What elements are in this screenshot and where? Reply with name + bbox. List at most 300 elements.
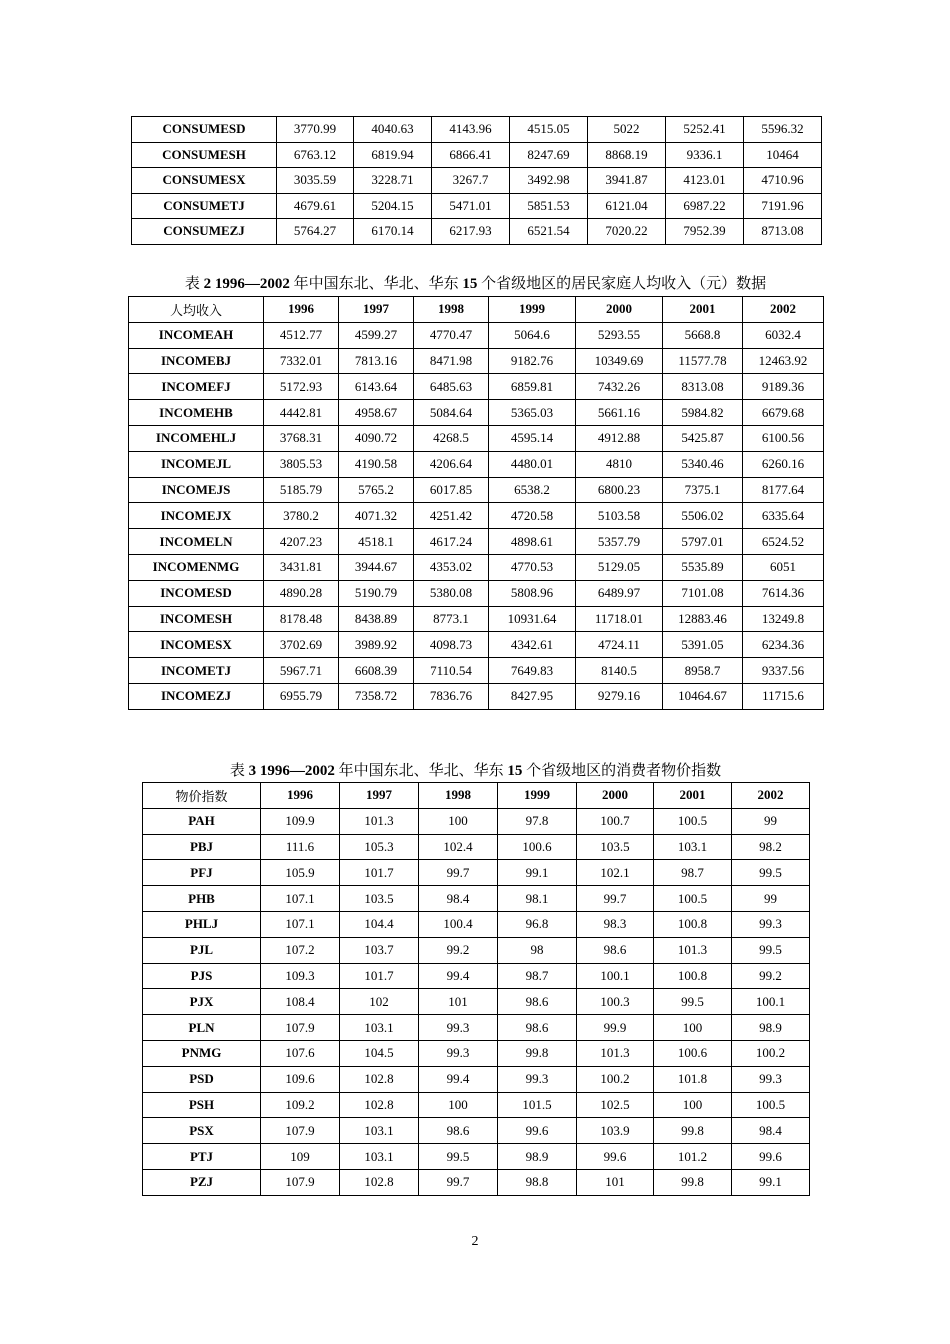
table-row bbox=[132, 168, 822, 194]
table-cell: 101.5 bbox=[498, 1092, 577, 1118]
table-cell: 6800.23 bbox=[576, 477, 663, 503]
price-index-table bbox=[142, 782, 810, 1196]
table-cell: 100.5 bbox=[654, 808, 732, 834]
year-header: 1999 bbox=[489, 297, 576, 323]
table-cell: 3805.53 bbox=[264, 451, 339, 477]
table-cell: 6485.63 bbox=[414, 374, 489, 400]
table-cell: 99.3 bbox=[419, 1015, 498, 1041]
table-cell: 104.4 bbox=[340, 911, 419, 937]
table-cell: 99.6 bbox=[732, 1144, 810, 1170]
table-cell: 6217.93 bbox=[432, 219, 510, 245]
row-label: PTJ bbox=[143, 1144, 261, 1170]
table-cell: 7813.16 bbox=[339, 348, 414, 374]
year-header: 2000 bbox=[576, 297, 663, 323]
table-cell: 108.4 bbox=[261, 989, 340, 1015]
table-cell: 100.2 bbox=[732, 1040, 810, 1066]
table-cell: 5596.32 bbox=[744, 117, 822, 143]
table-cell: 4770.53 bbox=[489, 554, 576, 580]
table-cell: 99.8 bbox=[654, 1169, 732, 1195]
table-cell: 6170.14 bbox=[354, 219, 432, 245]
table-cell: 109.3 bbox=[261, 963, 340, 989]
table-cell: 3770.99 bbox=[277, 117, 354, 143]
year-header: 1997 bbox=[339, 297, 414, 323]
table-cell: 5851.53 bbox=[510, 193, 588, 219]
table-cell: 99 bbox=[732, 808, 810, 834]
table-cell: 5365.03 bbox=[489, 400, 576, 426]
table-cell: 11718.01 bbox=[576, 606, 663, 632]
table-cell: 105.3 bbox=[340, 834, 419, 860]
table-row bbox=[143, 1066, 810, 1092]
table3-caption: 表 3 1996—2002 年中国东北、华北、华东 15 个省级地区的消费者物价指数 bbox=[229, 763, 722, 779]
table-cell: 4518.1 bbox=[339, 529, 414, 555]
table-cell: 4515.05 bbox=[510, 117, 588, 143]
table-row bbox=[143, 1118, 810, 1144]
table-cell: 101.8 bbox=[654, 1066, 732, 1092]
table-cell: 101.3 bbox=[654, 937, 732, 963]
table-cell: 98.1 bbox=[498, 886, 577, 912]
corner-header: 人均收入 bbox=[129, 297, 264, 323]
row-label: INCOMESX bbox=[129, 632, 264, 658]
row-label: INCOMEJX bbox=[129, 503, 264, 529]
table-cell: 3944.67 bbox=[339, 554, 414, 580]
table-cell: 8178.48 bbox=[264, 606, 339, 632]
table-cell: 100.3 bbox=[577, 989, 654, 1015]
table-cell: 103.1 bbox=[340, 1015, 419, 1041]
table-cell: 103.7 bbox=[340, 937, 419, 963]
table-cell: 105.9 bbox=[261, 860, 340, 886]
table-cell: 99.8 bbox=[498, 1040, 577, 1066]
table-cell: 7649.83 bbox=[489, 658, 576, 684]
table-cell: 4040.63 bbox=[354, 117, 432, 143]
table-cell: 99.3 bbox=[419, 1040, 498, 1066]
table-cell: 102.5 bbox=[577, 1092, 654, 1118]
table-cell: 6143.64 bbox=[339, 374, 414, 400]
table-cell: 102.1 bbox=[577, 860, 654, 886]
table-cell: 99.3 bbox=[732, 1066, 810, 1092]
table-row bbox=[143, 963, 810, 989]
table-cell: 6335.64 bbox=[743, 503, 824, 529]
table-cell: 6234.36 bbox=[743, 632, 824, 658]
table-cell: 9189.36 bbox=[743, 374, 824, 400]
row-label: CONSUMESH bbox=[132, 142, 277, 168]
table-cell: 4442.81 bbox=[264, 400, 339, 426]
table-cell: 4595.14 bbox=[489, 425, 576, 451]
table-cell: 4090.72 bbox=[339, 425, 414, 451]
table-cell: 4207.23 bbox=[264, 529, 339, 555]
table-cell: 6538.2 bbox=[489, 477, 576, 503]
table-cell: 6859.81 bbox=[489, 374, 576, 400]
table-cell: 103.5 bbox=[340, 886, 419, 912]
table-cell: 5084.64 bbox=[414, 400, 489, 426]
table-cell: 109 bbox=[261, 1144, 340, 1170]
table-row bbox=[143, 1092, 810, 1118]
table-cell: 4958.67 bbox=[339, 400, 414, 426]
table-cell: 8471.98 bbox=[414, 348, 489, 374]
table-cell: 99.1 bbox=[498, 860, 577, 886]
row-label: INCOMEHB bbox=[129, 400, 264, 426]
table-cell: 99.5 bbox=[654, 989, 732, 1015]
table-row bbox=[143, 860, 810, 886]
table-cell: 100.1 bbox=[577, 963, 654, 989]
table-cell: 107.1 bbox=[261, 886, 340, 912]
corner-header: 物价指数 bbox=[143, 783, 261, 809]
table-cell: 100 bbox=[654, 1015, 732, 1041]
row-label: INCOMEBJ bbox=[129, 348, 264, 374]
income-table bbox=[128, 296, 824, 710]
row-label: PHLJ bbox=[143, 911, 261, 937]
table-cell: 5425.87 bbox=[663, 425, 743, 451]
page-number: 2 bbox=[471, 1234, 479, 1249]
table-cell: 103.9 bbox=[577, 1118, 654, 1144]
table-cell: 4810 bbox=[576, 451, 663, 477]
year-header: 2002 bbox=[743, 297, 824, 323]
table-cell: 5252.41 bbox=[666, 117, 744, 143]
table-cell: 96.8 bbox=[498, 911, 577, 937]
table-cell: 100.5 bbox=[654, 886, 732, 912]
table-cell: 3492.98 bbox=[510, 168, 588, 194]
row-label: CONSUMETJ bbox=[132, 193, 277, 219]
table-header-row bbox=[129, 297, 824, 323]
table-cell: 99.5 bbox=[732, 937, 810, 963]
table-cell: 5471.01 bbox=[432, 193, 510, 219]
year-header: 2002 bbox=[732, 783, 810, 809]
table-row bbox=[129, 632, 824, 658]
table-cell: 103.5 bbox=[577, 834, 654, 860]
table-cell: 99.7 bbox=[577, 886, 654, 912]
table-cell: 107.1 bbox=[261, 911, 340, 937]
table-cell: 3702.69 bbox=[264, 632, 339, 658]
table-cell: 4599.27 bbox=[339, 322, 414, 348]
table-row bbox=[143, 886, 810, 912]
table-row bbox=[129, 477, 824, 503]
table-cell: 101.7 bbox=[340, 963, 419, 989]
table-cell: 4724.11 bbox=[576, 632, 663, 658]
table-cell: 8438.89 bbox=[339, 606, 414, 632]
table-cell: 6260.16 bbox=[743, 451, 824, 477]
table-cell: 8773.1 bbox=[414, 606, 489, 632]
table-cell: 99.9 bbox=[577, 1015, 654, 1041]
row-label: PSX bbox=[143, 1118, 261, 1144]
table-cell: 3989.92 bbox=[339, 632, 414, 658]
row-label: INCOMESH bbox=[129, 606, 264, 632]
table-cell: 109.6 bbox=[261, 1066, 340, 1092]
table-cell: 5129.05 bbox=[576, 554, 663, 580]
row-label: PJL bbox=[143, 937, 261, 963]
year-header: 1999 bbox=[498, 783, 577, 809]
row-label: INCOMESD bbox=[129, 580, 264, 606]
table-cell: 101.2 bbox=[654, 1144, 732, 1170]
table-cell: 98.9 bbox=[498, 1144, 577, 1170]
row-label: PJX bbox=[143, 989, 261, 1015]
table-cell: 5103.58 bbox=[576, 503, 663, 529]
table-cell: 12463.92 bbox=[743, 348, 824, 374]
table-cell: 102.8 bbox=[340, 1066, 419, 1092]
table-cell: 8713.08 bbox=[744, 219, 822, 245]
table-cell: 100.6 bbox=[498, 834, 577, 860]
year-header: 1997 bbox=[340, 783, 419, 809]
table-cell: 5357.79 bbox=[576, 529, 663, 555]
table-cell: 5797.01 bbox=[663, 529, 743, 555]
table-cell: 102.8 bbox=[340, 1092, 419, 1118]
table-cell: 9337.56 bbox=[743, 658, 824, 684]
table-row bbox=[129, 580, 824, 606]
table-cell: 5535.89 bbox=[663, 554, 743, 580]
table-cell: 100 bbox=[419, 808, 498, 834]
table-cell: 7020.22 bbox=[588, 219, 666, 245]
table-cell: 4123.01 bbox=[666, 168, 744, 194]
table-cell: 3941.87 bbox=[588, 168, 666, 194]
table-row bbox=[143, 1169, 810, 1195]
table-cell: 101.3 bbox=[577, 1040, 654, 1066]
table-row bbox=[129, 554, 824, 580]
table-cell: 103.1 bbox=[340, 1144, 419, 1170]
table-cell: 100.1 bbox=[732, 989, 810, 1015]
row-label: INCOMELN bbox=[129, 529, 264, 555]
table-cell: 109.9 bbox=[261, 808, 340, 834]
table-cell: 102.8 bbox=[340, 1169, 419, 1195]
table-cell: 10464 bbox=[744, 142, 822, 168]
table-cell: 100.8 bbox=[654, 911, 732, 937]
table-cell: 8177.64 bbox=[743, 477, 824, 503]
table-cell: 98.6 bbox=[419, 1118, 498, 1144]
table-row bbox=[129, 503, 824, 529]
table-cell: 99 bbox=[732, 886, 810, 912]
table-cell: 99.5 bbox=[419, 1144, 498, 1170]
table-cell: 6121.04 bbox=[588, 193, 666, 219]
table-cell: 7952.39 bbox=[666, 219, 744, 245]
table-row bbox=[129, 451, 824, 477]
table-cell: 5668.8 bbox=[663, 322, 743, 348]
table-cell: 6524.52 bbox=[743, 529, 824, 555]
table-cell: 99.6 bbox=[498, 1118, 577, 1144]
table-cell: 5984.82 bbox=[663, 400, 743, 426]
table-row bbox=[132, 219, 822, 245]
table-cell: 3228.71 bbox=[354, 168, 432, 194]
table-cell: 98 bbox=[498, 937, 577, 963]
table-cell: 99.6 bbox=[577, 1144, 654, 1170]
table-cell: 5765.2 bbox=[339, 477, 414, 503]
table-cell: 5022 bbox=[588, 117, 666, 143]
table-cell: 4710.96 bbox=[744, 168, 822, 194]
table-cell: 4617.24 bbox=[414, 529, 489, 555]
table-cell: 4190.58 bbox=[339, 451, 414, 477]
table-cell: 98.7 bbox=[498, 963, 577, 989]
table-cell: 11715.6 bbox=[743, 683, 824, 709]
table-cell: 103.1 bbox=[340, 1118, 419, 1144]
table-cell: 4143.96 bbox=[432, 117, 510, 143]
row-label: INCOMETJ bbox=[129, 658, 264, 684]
table-cell: 6955.79 bbox=[264, 683, 339, 709]
year-header: 1998 bbox=[419, 783, 498, 809]
table-cell: 107.6 bbox=[261, 1040, 340, 1066]
row-label: PJS bbox=[143, 963, 261, 989]
table-cell: 99.3 bbox=[498, 1066, 577, 1092]
table-cell: 5204.15 bbox=[354, 193, 432, 219]
table-cell: 7101.08 bbox=[663, 580, 743, 606]
row-label: PAH bbox=[143, 808, 261, 834]
table-cell: 4679.61 bbox=[277, 193, 354, 219]
row-label: INCOMEFJ bbox=[129, 374, 264, 400]
table-cell: 8140.5 bbox=[576, 658, 663, 684]
table-cell: 9279.16 bbox=[576, 683, 663, 709]
table-cell: 99.4 bbox=[419, 1066, 498, 1092]
table-cell: 9182.76 bbox=[489, 348, 576, 374]
table-row bbox=[143, 1040, 810, 1066]
table-cell: 6866.41 bbox=[432, 142, 510, 168]
table-cell: 5764.27 bbox=[277, 219, 354, 245]
table-row bbox=[129, 348, 824, 374]
table-cell: 11577.78 bbox=[663, 348, 743, 374]
table-cell: 5391.05 bbox=[663, 632, 743, 658]
table-cell: 8247.69 bbox=[510, 142, 588, 168]
table-row bbox=[129, 529, 824, 555]
table-cell: 99.4 bbox=[419, 963, 498, 989]
table-cell: 107.9 bbox=[261, 1015, 340, 1041]
table-cell: 8313.08 bbox=[663, 374, 743, 400]
row-label: INCOMEAH bbox=[129, 322, 264, 348]
table-cell: 7358.72 bbox=[339, 683, 414, 709]
table-cell: 5185.79 bbox=[264, 477, 339, 503]
row-label: INCOMENMG bbox=[129, 554, 264, 580]
table-cell: 111.6 bbox=[261, 834, 340, 860]
table-row bbox=[143, 989, 810, 1015]
table2-caption: 表 2 1996—2002 年中国东北、华北、华东 15 个省级地区的居民家庭人均收入（元）数据 bbox=[184, 276, 767, 292]
table-cell: 107.9 bbox=[261, 1118, 340, 1144]
table-cell: 98.9 bbox=[732, 1015, 810, 1041]
table-cell: 7191.96 bbox=[744, 193, 822, 219]
table-row bbox=[129, 683, 824, 709]
table-cell: 98.4 bbox=[732, 1118, 810, 1144]
table-header-row bbox=[143, 783, 810, 809]
table-cell: 5340.46 bbox=[663, 451, 743, 477]
table-cell: 3035.59 bbox=[277, 168, 354, 194]
table-cell: 7332.01 bbox=[264, 348, 339, 374]
table-cell: 3768.31 bbox=[264, 425, 339, 451]
table-cell: 99.2 bbox=[419, 937, 498, 963]
table-cell: 5190.79 bbox=[339, 580, 414, 606]
table-cell: 99.7 bbox=[419, 860, 498, 886]
row-label: PSD bbox=[143, 1066, 261, 1092]
table-cell: 8868.19 bbox=[588, 142, 666, 168]
table-row bbox=[129, 374, 824, 400]
table-cell: 5506.02 bbox=[663, 503, 743, 529]
table-cell: 6521.54 bbox=[510, 219, 588, 245]
table-cell: 4512.77 bbox=[264, 322, 339, 348]
table-cell: 100.6 bbox=[654, 1040, 732, 1066]
row-label: INCOMEZJ bbox=[129, 683, 264, 709]
table-cell: 103.1 bbox=[654, 834, 732, 860]
row-label: CONSUMEZJ bbox=[132, 219, 277, 245]
table-cell: 9336.1 bbox=[666, 142, 744, 168]
table-cell: 3267.7 bbox=[432, 168, 510, 194]
table-cell: 98.8 bbox=[498, 1169, 577, 1195]
table-cell: 10464.67 bbox=[663, 683, 743, 709]
table-cell: 4206.64 bbox=[414, 451, 489, 477]
row-label: PZJ bbox=[143, 1169, 261, 1195]
table-row bbox=[143, 808, 810, 834]
table-cell: 5172.93 bbox=[264, 374, 339, 400]
table-row bbox=[129, 425, 824, 451]
table-cell: 4268.5 bbox=[414, 425, 489, 451]
row-label: INCOMEJS bbox=[129, 477, 264, 503]
row-label: CONSUMESD bbox=[132, 117, 277, 143]
table-cell: 98.2 bbox=[732, 834, 810, 860]
table-cell: 6608.39 bbox=[339, 658, 414, 684]
year-header: 1996 bbox=[261, 783, 340, 809]
table-cell: 8427.95 bbox=[489, 683, 576, 709]
table-row bbox=[143, 911, 810, 937]
table-cell: 7375.1 bbox=[663, 477, 743, 503]
table-cell: 5380.08 bbox=[414, 580, 489, 606]
table-cell: 98.7 bbox=[654, 860, 732, 886]
table-cell: 98.6 bbox=[577, 937, 654, 963]
table-cell: 5293.55 bbox=[576, 322, 663, 348]
table-cell: 12883.46 bbox=[663, 606, 743, 632]
table-cell: 5808.96 bbox=[489, 580, 576, 606]
table-cell: 6100.56 bbox=[743, 425, 824, 451]
table-row bbox=[143, 937, 810, 963]
table-cell: 100.7 bbox=[577, 808, 654, 834]
table-cell: 98.6 bbox=[498, 1015, 577, 1041]
table-cell: 4890.28 bbox=[264, 580, 339, 606]
year-header: 2001 bbox=[663, 297, 743, 323]
table-cell: 10349.69 bbox=[576, 348, 663, 374]
table-cell: 7432.26 bbox=[576, 374, 663, 400]
table-cell: 100.2 bbox=[577, 1066, 654, 1092]
table-cell: 4098.73 bbox=[414, 632, 489, 658]
consumption-table-continued bbox=[131, 116, 822, 245]
table-cell: 4071.32 bbox=[339, 503, 414, 529]
table-row bbox=[132, 117, 822, 143]
table-cell: 6679.68 bbox=[743, 400, 824, 426]
table-cell: 6763.12 bbox=[277, 142, 354, 168]
table-cell: 10931.64 bbox=[489, 606, 576, 632]
table-cell: 13249.8 bbox=[743, 606, 824, 632]
table-cell: 107.2 bbox=[261, 937, 340, 963]
table-cell: 6017.85 bbox=[414, 477, 489, 503]
table-cell: 98.3 bbox=[577, 911, 654, 937]
row-label: CONSUMESX bbox=[132, 168, 277, 194]
table-cell: 4353.02 bbox=[414, 554, 489, 580]
table-cell: 4912.88 bbox=[576, 425, 663, 451]
table-cell: 97.8 bbox=[498, 808, 577, 834]
table-cell: 109.2 bbox=[261, 1092, 340, 1118]
row-label: INCOMEHLJ bbox=[129, 425, 264, 451]
year-header: 2001 bbox=[654, 783, 732, 809]
table-cell: 4251.42 bbox=[414, 503, 489, 529]
table-cell: 98.4 bbox=[419, 886, 498, 912]
table-cell: 100.5 bbox=[732, 1092, 810, 1118]
table-row bbox=[143, 834, 810, 860]
table-cell: 101 bbox=[577, 1169, 654, 1195]
row-label: PLN bbox=[143, 1015, 261, 1041]
table-cell: 99.3 bbox=[732, 911, 810, 937]
table-row bbox=[129, 322, 824, 348]
year-header: 1996 bbox=[264, 297, 339, 323]
table-row bbox=[129, 400, 824, 426]
table-cell: 99.8 bbox=[654, 1118, 732, 1144]
table-cell: 4342.61 bbox=[489, 632, 576, 658]
table-row bbox=[143, 1015, 810, 1041]
year-header: 1998 bbox=[414, 297, 489, 323]
row-label: PBJ bbox=[143, 834, 261, 860]
table-row bbox=[129, 658, 824, 684]
table-cell: 4720.58 bbox=[489, 503, 576, 529]
row-label: PFJ bbox=[143, 860, 261, 886]
table-cell: 99.5 bbox=[732, 860, 810, 886]
table-cell: 99.2 bbox=[732, 963, 810, 989]
table-cell: 102 bbox=[340, 989, 419, 1015]
